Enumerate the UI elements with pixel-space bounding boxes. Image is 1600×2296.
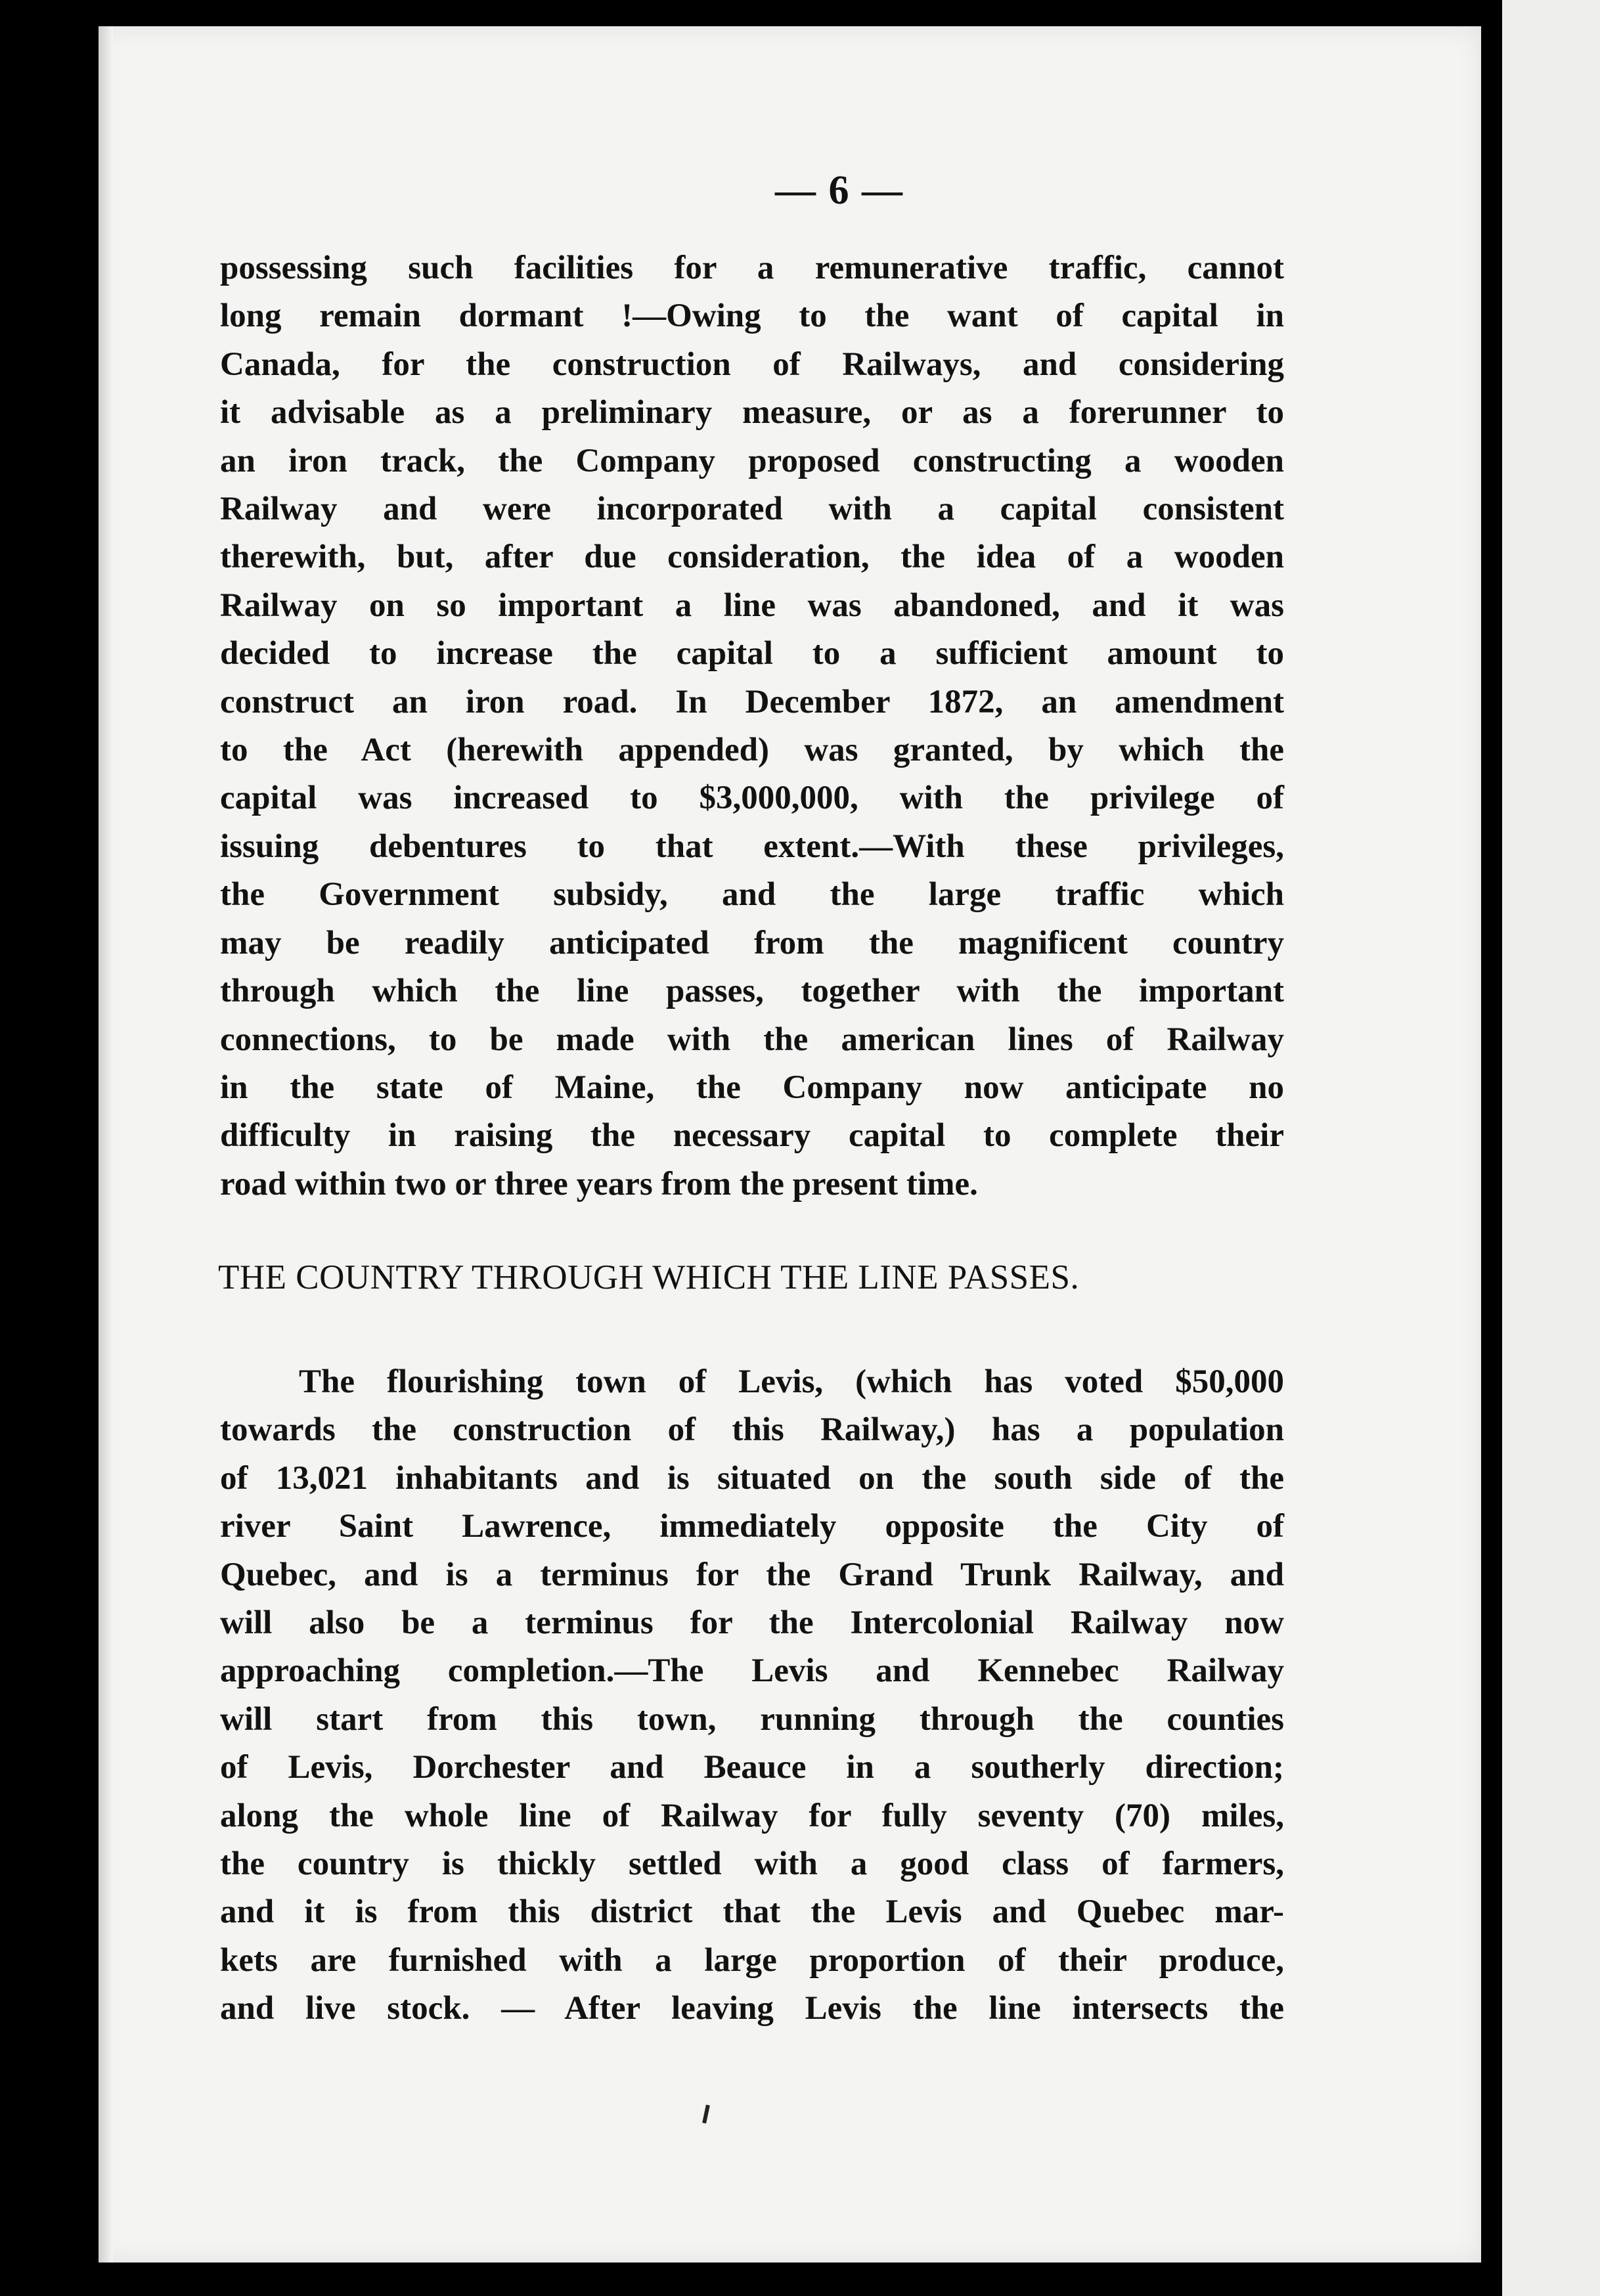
text-line: Quebec, and is a terminus for the Grand Trunk Railway, and [220, 1556, 1284, 1593]
text-line: will also be a terminus for the Intercolonial Railway now [220, 1604, 1284, 1642]
text-line: connections, to be made with the american lines of Railway [220, 1021, 1284, 1058]
text-line: Canada, for the construction of Railways, and considering [220, 345, 1284, 383]
text-line: in the state of Maine, the Company now anticipate no [220, 1069, 1284, 1106]
text-line: may be readily anticipated from the magnificent country [220, 924, 1284, 961]
text-line: it advisable as a preliminary measure, or as a forerunner to [220, 394, 1284, 431]
text-line: Railway and were incorporated with a capital consistent [220, 491, 1284, 528]
text-line: road within two or three years from the present time. [220, 1165, 978, 1203]
text-line: of Levis, Dorchester and Beauce in a southerly direction; [220, 1749, 1284, 1786]
text-line: The flourishing town of Levis, (which has voted $50,000 [299, 1363, 1284, 1400]
text-line: through which the line passes, together with the important [220, 973, 1284, 1010]
facing-page-edge [1502, 0, 1600, 2296]
page-number: — 6 — [775, 168, 904, 213]
text-line: kets are furnished with a large proportion of their produce, [220, 1941, 1284, 1979]
facing-page-gap [1491, 0, 1502, 2296]
text-line: and it is from this district that the Levis and Quebec mar- [220, 1893, 1284, 1931]
text-line: decided to increase the capital to a sufficient amount to [220, 635, 1284, 673]
text-line: towards the construction of this Railway,) has a population [220, 1411, 1284, 1449]
text-line: approaching completion.—The Levis and Kennebec Railway [220, 1652, 1284, 1690]
text-line: river Saint Lawrence, immediately opposite the City of [220, 1508, 1284, 1545]
text-line: the Government subsidy, and the large traffic which [220, 876, 1284, 914]
text-line: and live stock. — After leaving Levis the line intersects the [220, 1990, 1284, 2027]
text-line: Railway on so important a line was abandoned, and it was [220, 586, 1284, 624]
text-line: construct an iron road. In December 1872, an amendment [220, 683, 1284, 720]
text-line: difficulty in raising the necessary capital to complete their [220, 1117, 1284, 1155]
text-line: of 13,021 inhabitants and is situated on the south side of the [220, 1459, 1284, 1497]
text-line: an iron track, the Company proposed constructing a wooden [220, 442, 1284, 479]
section-heading: THE COUNTRY THROUGH WHICH THE LINE PASSES. [218, 1258, 1080, 1296]
text-line: will start from this town, running through the counties [220, 1700, 1284, 1738]
text-line: along the whole line of Railway for fully seventy (70) miles, [220, 1797, 1284, 1834]
text-line: to the Act (herewith appended) was granted, by which the [220, 732, 1284, 769]
page-gutter-shadow [99, 26, 113, 2263]
text-line: long remain dormant !—Owing to the want of capital in [220, 298, 1284, 335]
text-line: possessing such facilities for a remunerative traffic, cannot [220, 250, 1284, 286]
paragraph-2 [220, 1358, 1284, 2033]
text-line: therewith, but, after due consideration, the idea of a wooden [220, 539, 1284, 576]
text-line: capital was increased to $3,000,000, with the privilege of [220, 780, 1284, 817]
paragraph-1 [220, 244, 1284, 1208]
text-line: the country is thickly settled with a good class of farmers, [220, 1845, 1284, 1883]
text-line: issuing debentures to that extent.—With these privileges, [220, 828, 1284, 865]
